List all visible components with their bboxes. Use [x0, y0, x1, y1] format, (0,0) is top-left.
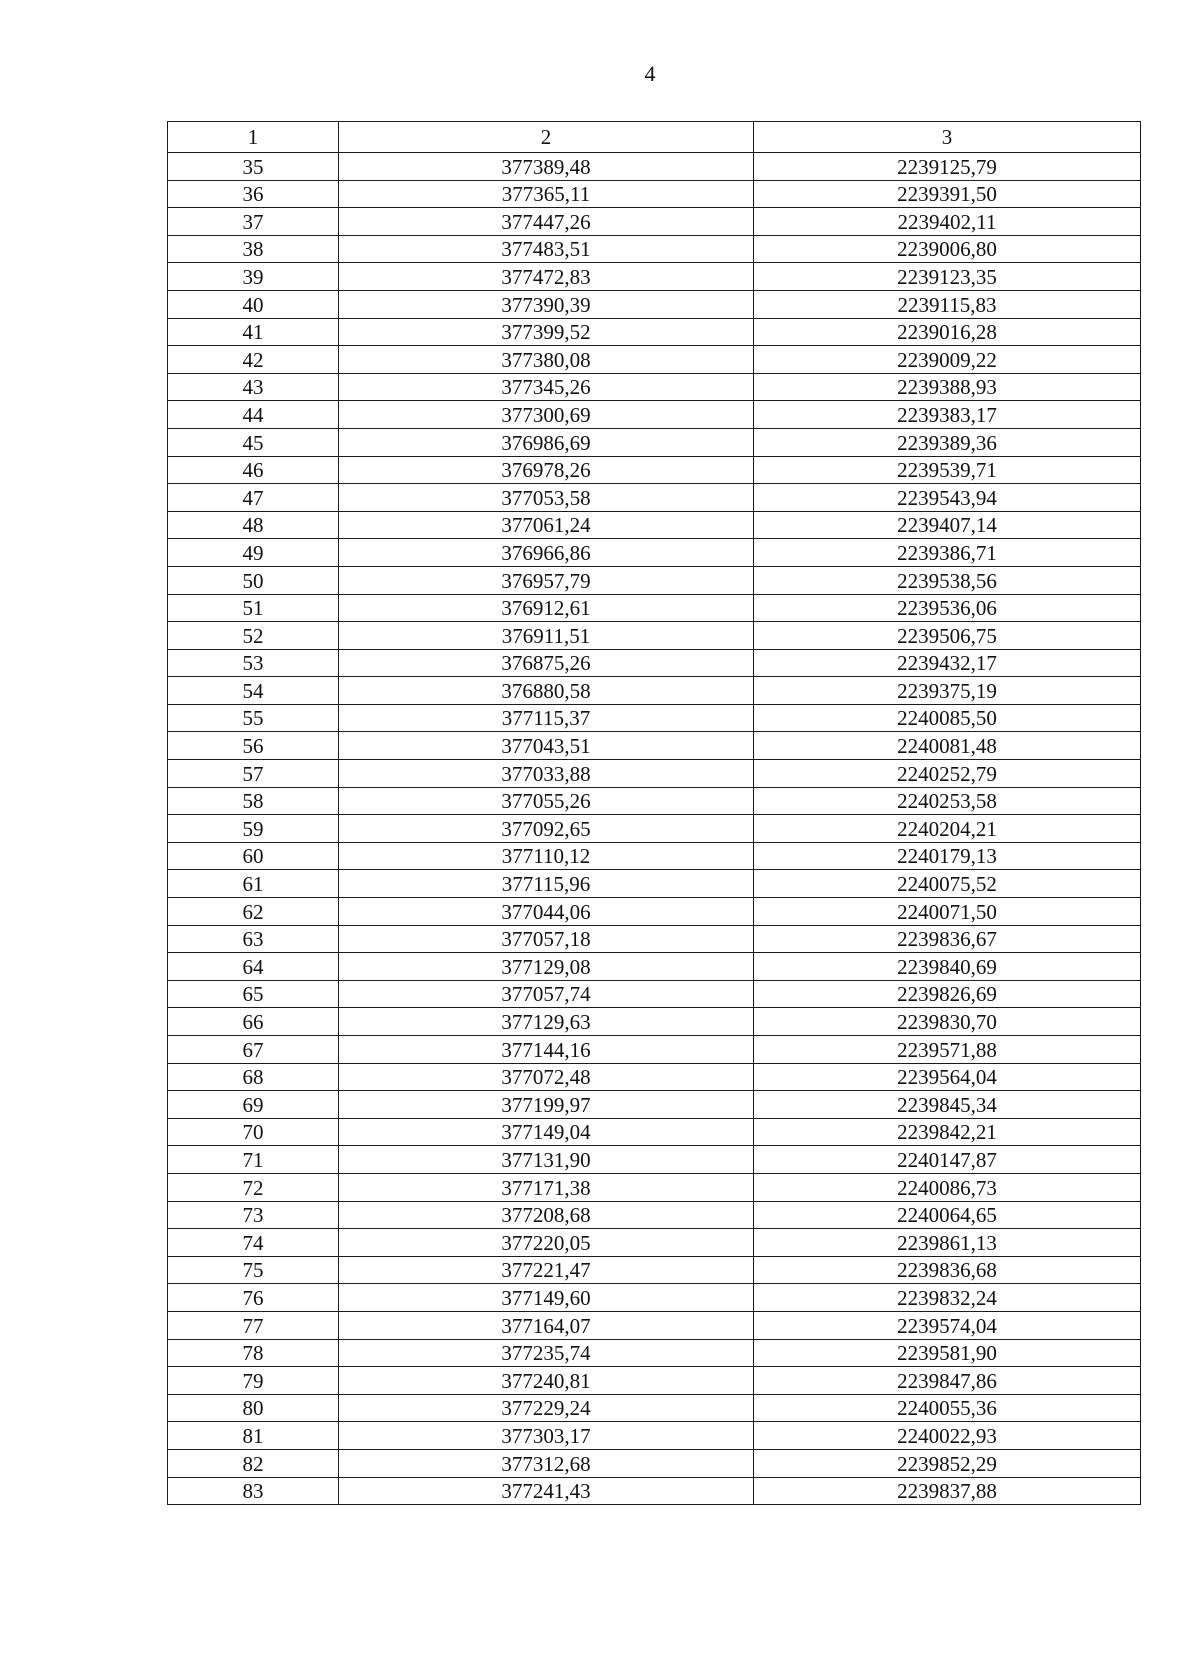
point-number-cell: 50 [168, 566, 339, 594]
table-row [168, 1118, 1141, 1146]
y-coordinate-cell: 2239837,88 [754, 1477, 1141, 1505]
x-coordinate-cell: 377164,07 [339, 1311, 754, 1339]
x-coordinate-cell: 377144,16 [339, 1036, 754, 1064]
table-row [168, 539, 1141, 567]
x-coordinate-cell: 377235,74 [339, 1339, 754, 1367]
y-coordinate-cell: 2239388,93 [754, 373, 1141, 401]
point-number-cell: 56 [168, 732, 339, 760]
x-coordinate-cell: 376966,86 [339, 539, 754, 567]
y-coordinate-cell: 2239842,21 [754, 1118, 1141, 1146]
table-row [168, 1284, 1141, 1312]
table-row [168, 1063, 1141, 1091]
table-row [168, 235, 1141, 263]
y-coordinate-cell: 2240071,50 [754, 898, 1141, 926]
table-row [168, 953, 1141, 981]
point-number-cell: 44 [168, 401, 339, 429]
column-header-x: 2 [339, 122, 754, 153]
y-coordinate-cell: 2239826,69 [754, 980, 1141, 1008]
point-number-cell: 69 [168, 1091, 339, 1119]
x-coordinate-cell: 377380,08 [339, 346, 754, 374]
x-coordinate-cell: 377061,24 [339, 511, 754, 539]
x-coordinate-cell: 377129,63 [339, 1008, 754, 1036]
point-number-cell: 52 [168, 622, 339, 650]
point-number-cell: 67 [168, 1036, 339, 1064]
x-coordinate-cell: 377399,52 [339, 318, 754, 346]
y-coordinate-cell: 2239852,29 [754, 1449, 1141, 1477]
x-coordinate-cell: 376986,69 [339, 428, 754, 456]
y-coordinate-cell: 2239830,70 [754, 1008, 1141, 1036]
y-coordinate-cell: 2239391,50 [754, 180, 1141, 208]
x-coordinate-cell: 377055,26 [339, 787, 754, 815]
table-row [168, 842, 1141, 870]
table-row [168, 153, 1141, 181]
x-coordinate-cell: 377221,47 [339, 1256, 754, 1284]
point-number-cell: 66 [168, 1008, 339, 1036]
table-row [168, 1367, 1141, 1395]
point-number-cell: 45 [168, 428, 339, 456]
table-row [168, 511, 1141, 539]
table-row [168, 594, 1141, 622]
table-row [168, 401, 1141, 429]
point-number-cell: 83 [168, 1477, 339, 1505]
table-row [168, 1008, 1141, 1036]
table-row [168, 180, 1141, 208]
page-number: 4 [644, 61, 656, 86]
table-row [168, 815, 1141, 843]
table-row [168, 1173, 1141, 1201]
x-coordinate-cell: 376978,26 [339, 456, 754, 484]
point-number-cell: 57 [168, 760, 339, 788]
table-row [168, 622, 1141, 650]
table-row [168, 290, 1141, 318]
y-coordinate-cell: 2239016,28 [754, 318, 1141, 346]
x-coordinate-cell: 377110,12 [339, 842, 754, 870]
x-coordinate-cell: 376912,61 [339, 594, 754, 622]
point-number-cell: 43 [168, 373, 339, 401]
table-body [168, 153, 1141, 1505]
point-number-cell: 78 [168, 1339, 339, 1367]
point-number-cell: 55 [168, 704, 339, 732]
x-coordinate-cell: 377483,51 [339, 235, 754, 263]
table-row [168, 787, 1141, 815]
y-coordinate-cell: 2239840,69 [754, 953, 1141, 981]
point-number-cell: 63 [168, 925, 339, 953]
point-number-cell: 65 [168, 980, 339, 1008]
point-number-cell: 71 [168, 1146, 339, 1174]
point-number-cell: 40 [168, 290, 339, 318]
y-coordinate-cell: 2239125,79 [754, 153, 1141, 181]
point-number-cell: 81 [168, 1422, 339, 1450]
x-coordinate-cell: 377115,96 [339, 870, 754, 898]
point-number-cell: 49 [168, 539, 339, 567]
point-number-cell: 58 [168, 787, 339, 815]
y-coordinate-cell: 2239389,36 [754, 428, 1141, 456]
column-header-point-number: 1 [168, 122, 339, 153]
point-number-cell: 60 [168, 842, 339, 870]
x-coordinate-cell: 377240,81 [339, 1367, 754, 1395]
table-row [168, 1422, 1141, 1450]
x-coordinate-cell: 377053,58 [339, 484, 754, 512]
table-row [168, 208, 1141, 236]
point-number-cell: 51 [168, 594, 339, 622]
x-coordinate-cell: 377072,48 [339, 1063, 754, 1091]
point-number-cell: 48 [168, 511, 339, 539]
y-coordinate-cell: 2240075,52 [754, 870, 1141, 898]
point-number-cell: 41 [168, 318, 339, 346]
table-row [168, 484, 1141, 512]
y-coordinate-cell: 2239123,35 [754, 263, 1141, 291]
y-coordinate-cell: 2239536,06 [754, 594, 1141, 622]
y-coordinate-cell: 2240022,93 [754, 1422, 1141, 1450]
point-number-cell: 68 [168, 1063, 339, 1091]
table-row [168, 870, 1141, 898]
x-coordinate-cell: 376875,26 [339, 649, 754, 677]
y-coordinate-cell: 2240252,79 [754, 760, 1141, 788]
table-row [168, 1311, 1141, 1339]
x-coordinate-cell: 377472,83 [339, 263, 754, 291]
table-row [168, 318, 1141, 346]
table-row [168, 428, 1141, 456]
x-coordinate-cell: 377390,39 [339, 290, 754, 318]
table-row [168, 1091, 1141, 1119]
table-header [168, 122, 1141, 153]
point-number-cell: 36 [168, 180, 339, 208]
table-row [168, 1036, 1141, 1064]
y-coordinate-cell: 2239564,04 [754, 1063, 1141, 1091]
point-number-cell: 72 [168, 1173, 339, 1201]
y-coordinate-cell: 2239115,83 [754, 290, 1141, 318]
y-coordinate-cell: 2239009,22 [754, 346, 1141, 374]
x-coordinate-cell: 377199,97 [339, 1091, 754, 1119]
y-coordinate-cell: 2239506,75 [754, 622, 1141, 650]
y-coordinate-cell: 2240064,65 [754, 1201, 1141, 1229]
y-coordinate-cell: 2240081,48 [754, 732, 1141, 760]
x-coordinate-cell: 377092,65 [339, 815, 754, 843]
table-row [168, 898, 1141, 926]
y-coordinate-cell: 2240179,13 [754, 842, 1141, 870]
table-row [168, 980, 1141, 1008]
coordinates-table [167, 121, 1141, 1505]
x-coordinate-cell: 377220,05 [339, 1229, 754, 1257]
table-row [168, 677, 1141, 705]
y-coordinate-cell: 2239836,67 [754, 925, 1141, 953]
x-coordinate-cell: 376911,51 [339, 622, 754, 650]
x-coordinate-cell: 377171,38 [339, 1173, 754, 1201]
point-number-cell: 47 [168, 484, 339, 512]
x-coordinate-cell: 377149,04 [339, 1118, 754, 1146]
point-number-cell: 74 [168, 1229, 339, 1257]
x-coordinate-cell: 377057,74 [339, 980, 754, 1008]
table-row [168, 373, 1141, 401]
table-row [168, 1339, 1141, 1367]
header-row [168, 122, 1141, 153]
y-coordinate-cell: 2239538,56 [754, 566, 1141, 594]
y-coordinate-cell: 2239574,04 [754, 1311, 1141, 1339]
x-coordinate-cell: 377044,06 [339, 898, 754, 926]
x-coordinate-cell: 377208,68 [339, 1201, 754, 1229]
x-coordinate-cell: 377241,43 [339, 1477, 754, 1505]
x-coordinate-cell: 377300,69 [339, 401, 754, 429]
x-coordinate-cell: 377365,11 [339, 180, 754, 208]
y-coordinate-cell: 2239581,90 [754, 1339, 1141, 1367]
y-coordinate-cell: 2239402,11 [754, 208, 1141, 236]
point-number-cell: 54 [168, 677, 339, 705]
y-coordinate-cell: 2240253,58 [754, 787, 1141, 815]
point-number-cell: 46 [168, 456, 339, 484]
point-number-cell: 35 [168, 153, 339, 181]
point-number-cell: 76 [168, 1284, 339, 1312]
y-coordinate-cell: 2239861,13 [754, 1229, 1141, 1257]
table-row [168, 456, 1141, 484]
y-coordinate-cell: 2239836,68 [754, 1256, 1141, 1284]
y-coordinate-cell: 2239832,24 [754, 1284, 1141, 1312]
x-coordinate-cell: 376880,58 [339, 677, 754, 705]
y-coordinate-cell: 2239386,71 [754, 539, 1141, 567]
point-number-cell: 80 [168, 1394, 339, 1422]
x-coordinate-cell: 377149,60 [339, 1284, 754, 1312]
x-coordinate-cell: 377447,26 [339, 208, 754, 236]
table-row [168, 649, 1141, 677]
y-coordinate-cell: 2240147,87 [754, 1146, 1141, 1174]
x-coordinate-cell: 377345,26 [339, 373, 754, 401]
table-row [168, 1201, 1141, 1229]
point-number-cell: 37 [168, 208, 339, 236]
x-coordinate-cell: 377229,24 [339, 1394, 754, 1422]
table-row [168, 1146, 1141, 1174]
y-coordinate-cell: 2239845,34 [754, 1091, 1141, 1119]
point-number-cell: 38 [168, 235, 339, 263]
table-row [168, 1394, 1141, 1422]
y-coordinate-cell: 2240085,50 [754, 704, 1141, 732]
x-coordinate-cell: 377043,51 [339, 732, 754, 760]
point-number-cell: 77 [168, 1311, 339, 1339]
y-coordinate-cell: 2239006,80 [754, 235, 1141, 263]
y-coordinate-cell: 2239383,17 [754, 401, 1141, 429]
point-number-cell: 75 [168, 1256, 339, 1284]
x-coordinate-cell: 377312,68 [339, 1449, 754, 1477]
column-header-y: 3 [754, 122, 1141, 153]
table-row [168, 1229, 1141, 1257]
table-row [168, 1449, 1141, 1477]
y-coordinate-cell: 2239375,19 [754, 677, 1141, 705]
point-number-cell: 79 [168, 1367, 339, 1395]
point-number-cell: 64 [168, 953, 339, 981]
y-coordinate-cell: 2239543,94 [754, 484, 1141, 512]
y-coordinate-cell: 2240086,73 [754, 1173, 1141, 1201]
y-coordinate-cell: 2239432,17 [754, 649, 1141, 677]
x-coordinate-cell: 377129,08 [339, 953, 754, 981]
y-coordinate-cell: 2239847,86 [754, 1367, 1141, 1395]
y-coordinate-cell: 2239571,88 [754, 1036, 1141, 1064]
table-row [168, 1256, 1141, 1284]
table-row [168, 704, 1141, 732]
table-row [168, 760, 1141, 788]
x-coordinate-cell: 377131,90 [339, 1146, 754, 1174]
point-number-cell: 82 [168, 1449, 339, 1477]
point-number-cell: 61 [168, 870, 339, 898]
point-number-cell: 53 [168, 649, 339, 677]
x-coordinate-cell: 377303,17 [339, 1422, 754, 1450]
table-row [168, 1477, 1141, 1505]
point-number-cell: 70 [168, 1118, 339, 1146]
table-row [168, 346, 1141, 374]
x-coordinate-cell: 377115,37 [339, 704, 754, 732]
x-coordinate-cell: 377033,88 [339, 760, 754, 788]
x-coordinate-cell: 377389,48 [339, 153, 754, 181]
table-row [168, 732, 1141, 760]
x-coordinate-cell: 377057,18 [339, 925, 754, 953]
point-number-cell: 62 [168, 898, 339, 926]
point-number-cell: 73 [168, 1201, 339, 1229]
y-coordinate-cell: 2240204,21 [754, 815, 1141, 843]
point-number-cell: 42 [168, 346, 339, 374]
y-coordinate-cell: 2239539,71 [754, 456, 1141, 484]
point-number-cell: 59 [168, 815, 339, 843]
y-coordinate-cell: 2240055,36 [754, 1394, 1141, 1422]
y-coordinate-cell: 2239407,14 [754, 511, 1141, 539]
x-coordinate-cell: 376957,79 [339, 566, 754, 594]
point-number-cell: 39 [168, 263, 339, 291]
table-row [168, 925, 1141, 953]
table-row [168, 566, 1141, 594]
table-row [168, 263, 1141, 291]
